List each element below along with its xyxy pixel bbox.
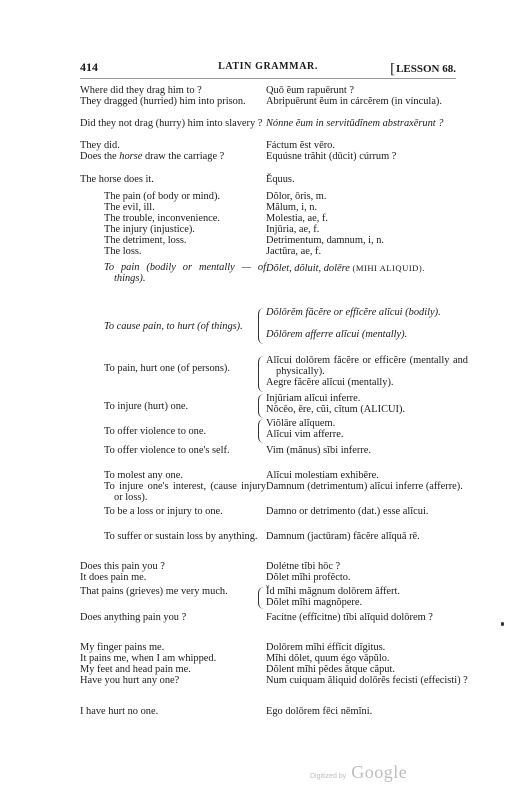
brace	[258, 308, 265, 344]
latin-line: Dŏlet mĭhi magnŏpere.	[266, 597, 363, 608]
english-line: Did they not drag (hurry) him into slavery ?	[80, 118, 263, 129]
latin-line: Jactūra, ae, f.	[266, 246, 322, 257]
latin-line: Ĕquus.	[266, 174, 295, 185]
brace	[258, 356, 265, 392]
english-line: To pain (bodily or mentally — of things).	[104, 262, 266, 284]
lesson-number: LESSON 68.	[396, 63, 456, 75]
english-line: It pains me, when I am whipped.	[80, 653, 217, 664]
emphasis: horse	[119, 151, 143, 162]
latin-line: Alĭcui vim afferre.	[266, 429, 344, 440]
latin-line: Alĭcui molestiam exhibēre.	[266, 470, 379, 481]
english-line: The detriment, loss.	[104, 235, 187, 246]
english-line: To injure (hurt) one.	[104, 401, 189, 412]
english-line: To molest any one.	[104, 470, 183, 481]
english-line: The trouble, inconvenience.	[104, 213, 220, 224]
english-line: My finger pains me.	[80, 642, 165, 653]
latin-line: Mĭhi dŏlet, quum égo vāpŭlo.	[266, 653, 390, 664]
english-line: To pain, hurt one (of persons).	[104, 363, 230, 374]
latin-line: Dŏlōrem afferre alĭcui (mentally).	[266, 329, 408, 340]
latin-line: Detrimentum, damnum, i, n.	[266, 235, 385, 246]
english-line: Does anything pain you ?	[80, 612, 187, 623]
english-line: The pain (of body or mind).	[104, 191, 221, 202]
latin-line: Injŭriam alĭcui inferre.	[266, 393, 361, 404]
latin-line: Num cuiquam ăliquid dolōrĕs fecisti (effecisti) ?	[266, 675, 468, 686]
digitization-watermark	[310, 762, 407, 783]
lesson-label	[390, 60, 456, 77]
latin-line: Nónne ĕum in servitūdĭnem abstraxērunt ?	[266, 118, 444, 129]
english-line: To be a loss or injury to one.	[104, 506, 223, 517]
latin-line: Dŏlent mĭhi pĕdes ătque căput.	[266, 664, 395, 675]
brace	[258, 394, 265, 418]
english-line: My feet and head pain me.	[80, 664, 191, 675]
english-line: They did.	[80, 140, 120, 151]
page-number: 414	[80, 60, 98, 74]
english-line: It does pain me.	[80, 572, 147, 583]
latin-line: Aegre făcĕre alĭcui (mentally).	[266, 377, 394, 388]
english-line: The injury (injustice).	[104, 224, 195, 235]
latin-line: Viŏlāre alĭquem.	[266, 418, 336, 429]
english-line: They dragged (hurried) him into prison.	[80, 96, 246, 107]
latin-line: Dolōrem mĭhi éffĭcit dĭgitus.	[266, 642, 386, 653]
english-line: Where did they drag him to ?	[80, 85, 202, 96]
latin-line: Nŏcēo, ēre, cŭi, cĭtum (ALICUI).	[266, 404, 406, 415]
english-line: Have you hurt any one?	[80, 675, 180, 686]
latin-line: Dŏlōrĕm făcĕre or effĭcĕre alĭcui (bodily).	[266, 307, 441, 318]
running-header	[80, 60, 456, 76]
latin-line: Dŏlor, ōris, m.	[266, 191, 327, 202]
latin-line: Fáctum ĕst vēro.	[266, 140, 335, 151]
brace	[258, 419, 265, 443]
latin-line: Damnum (detrimentum) alĭcui inferre (afferre).	[266, 481, 463, 492]
latin-line: Alĭcui dolōrem făcĕre or efficĕre (mentally and physically).	[266, 355, 468, 377]
english-line: I have hurt no one.	[80, 706, 159, 717]
english-line: To suffer or sustain loss by anything.	[104, 531, 258, 542]
ink-speck	[501, 622, 504, 626]
english-line: Does the horse draw the carriage ?	[80, 151, 225, 162]
english-line: To offer violence to one's self.	[104, 445, 230, 456]
lesson-bracket: [	[390, 61, 396, 77]
english-line: To injure one's interest, (cause injury or loss).	[104, 481, 266, 503]
english-line: Does this pain you ?	[80, 561, 165, 572]
header-rule	[80, 78, 456, 79]
watermark-prefix: Digitized by	[310, 773, 347, 780]
latin-line: Mălum, i, n.	[266, 202, 318, 213]
latin-line: Vim (mănus) sĭbi inferre.	[266, 445, 371, 456]
english-line: To cause pain, to hurt (of things).	[104, 321, 243, 332]
english-line: The evil, ill.	[104, 202, 155, 213]
latin-line: Molestia, ae, f.	[266, 213, 329, 224]
latin-line: Facítne (effĭcitne) tĭbi alĭquid dolōrem ?	[266, 612, 433, 623]
latin-line: Abripuērunt ĕum in cárcĕrem (in víncula).	[266, 96, 442, 107]
english-line: That pains (grieves) me very much.	[80, 586, 228, 597]
latin-line: Dŏlet, dŏluit, dolēre (MIHI ALIQUID).	[266, 263, 425, 274]
english-line: The horse does it.	[80, 174, 154, 185]
latin-line: Damnum (jactūram) făcĕre alĭquā rē.	[266, 531, 420, 542]
latin-line: Quō ĕum rapuērunt ?	[266, 85, 355, 96]
brace	[258, 587, 265, 609]
latin-line: Ĭd mĭhi măgnum dolōrem ăffert.	[266, 586, 400, 597]
latin-line: Dolétne tĭbi hōc ?	[266, 561, 341, 572]
english-line: The loss.	[104, 246, 142, 257]
latin-line: Injūria, ae, f.	[266, 224, 320, 235]
running-title: LATIN GRAMMAR.	[218, 61, 318, 72]
watermark-logo: Google	[351, 762, 408, 782]
latin-line: Equúsne trăhit (dūcit) cúrrum ?	[266, 151, 397, 162]
english-line: To offer violence to one.	[104, 426, 207, 437]
latin-line: Dŏlet mĭhi profĕcto.	[266, 572, 351, 583]
latin-line: Damno or detrimento (dat.) esse alĭcui.	[266, 506, 429, 517]
case-note: (MIHI ALIQUID).	[352, 263, 425, 273]
latin-line: Ego dolōrem fēci nēmĭni.	[266, 706, 373, 717]
